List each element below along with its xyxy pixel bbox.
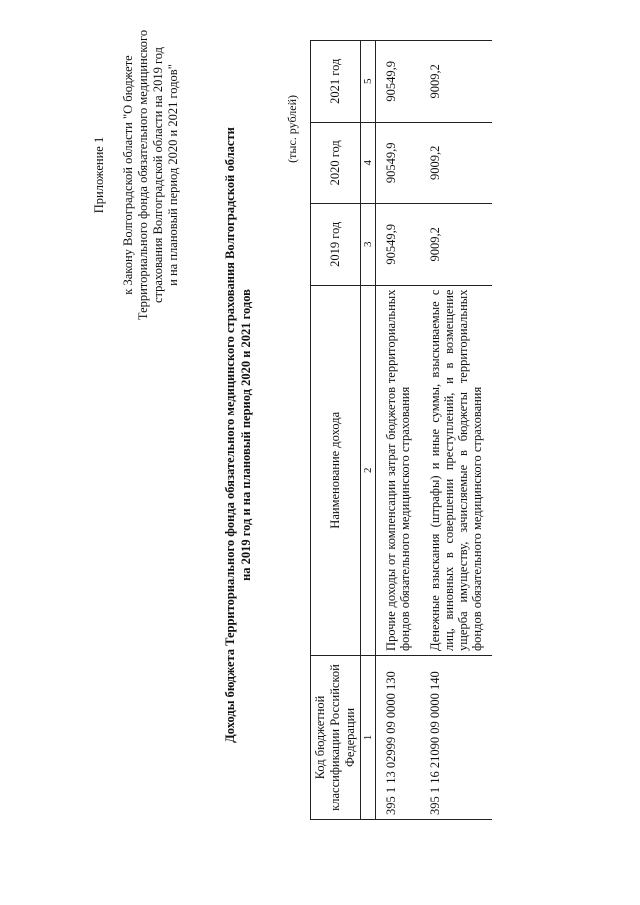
- column-number: 2: [361, 285, 376, 655]
- revenue-table: [310, 40, 492, 820]
- header-2020: 2020 год: [311, 122, 361, 204]
- column-number: 4: [361, 122, 376, 204]
- header-2021: 2021 год: [311, 41, 361, 123]
- appendix-line: Территориального фонда обязательного медицинского: [136, 29, 150, 321]
- document-title-line: на 2019 год и на плановый период 2020 и 2021 годов: [239, 289, 253, 581]
- header-2019: 2019 год: [311, 204, 361, 286]
- header-code: Код бюджетной классификации Российской Федерации: [311, 655, 361, 819]
- row-value-2019: 90549,9: [376, 204, 421, 286]
- row-name: Прочие доходы от компенсации затрат бюджетов территориальных фондов обязательного медицинского страхования: [376, 285, 421, 655]
- table-row: [420, 41, 492, 820]
- column-number: 3: [361, 204, 376, 286]
- column-number: 1: [361, 655, 376, 819]
- appendix-line: к Закону Волгоградской области "О бюджете: [121, 55, 135, 295]
- row-value-2021: 90549,9: [376, 41, 421, 123]
- document-title: [222, 55, 254, 815]
- row-value-2019: 9009,2: [420, 204, 492, 286]
- appendix-line: страхования Волгоградской области на 2019 год: [151, 46, 165, 304]
- row-value-2021: 9009,2: [420, 41, 492, 123]
- row-code: 395 1 13 02999 09 0000 130: [376, 655, 421, 819]
- row-name: Денежные взыскания (штрафы) и иные суммы, взыскиваемые с лиц, виновных в совершении преступлений, и в возмещение ущерба имуществу, зачисляемые в бюджеты территориальных фондов обязательного медицинского страхования: [420, 285, 492, 655]
- row-code: 395 1 16 21090 09 0000 140: [420, 655, 492, 819]
- column-number: 5: [361, 41, 376, 123]
- row-value-2020: 9009,2: [420, 122, 492, 204]
- appendix-line: и на плановый период 2020 и 2021 годов": [166, 64, 180, 286]
- header-name: Наименование дохода: [311, 285, 361, 655]
- units-label: (тыс. рублей): [285, 95, 299, 163]
- table-row: [376, 41, 421, 820]
- row-value-2020: 90549,9: [376, 122, 421, 204]
- appendix-block: [92, 25, 181, 325]
- document-title-line: Доходы бюджета Территориального фонда обязательного медицинского страхования Волгоградской области: [223, 127, 237, 743]
- appendix-title: Приложение 1: [92, 136, 106, 214]
